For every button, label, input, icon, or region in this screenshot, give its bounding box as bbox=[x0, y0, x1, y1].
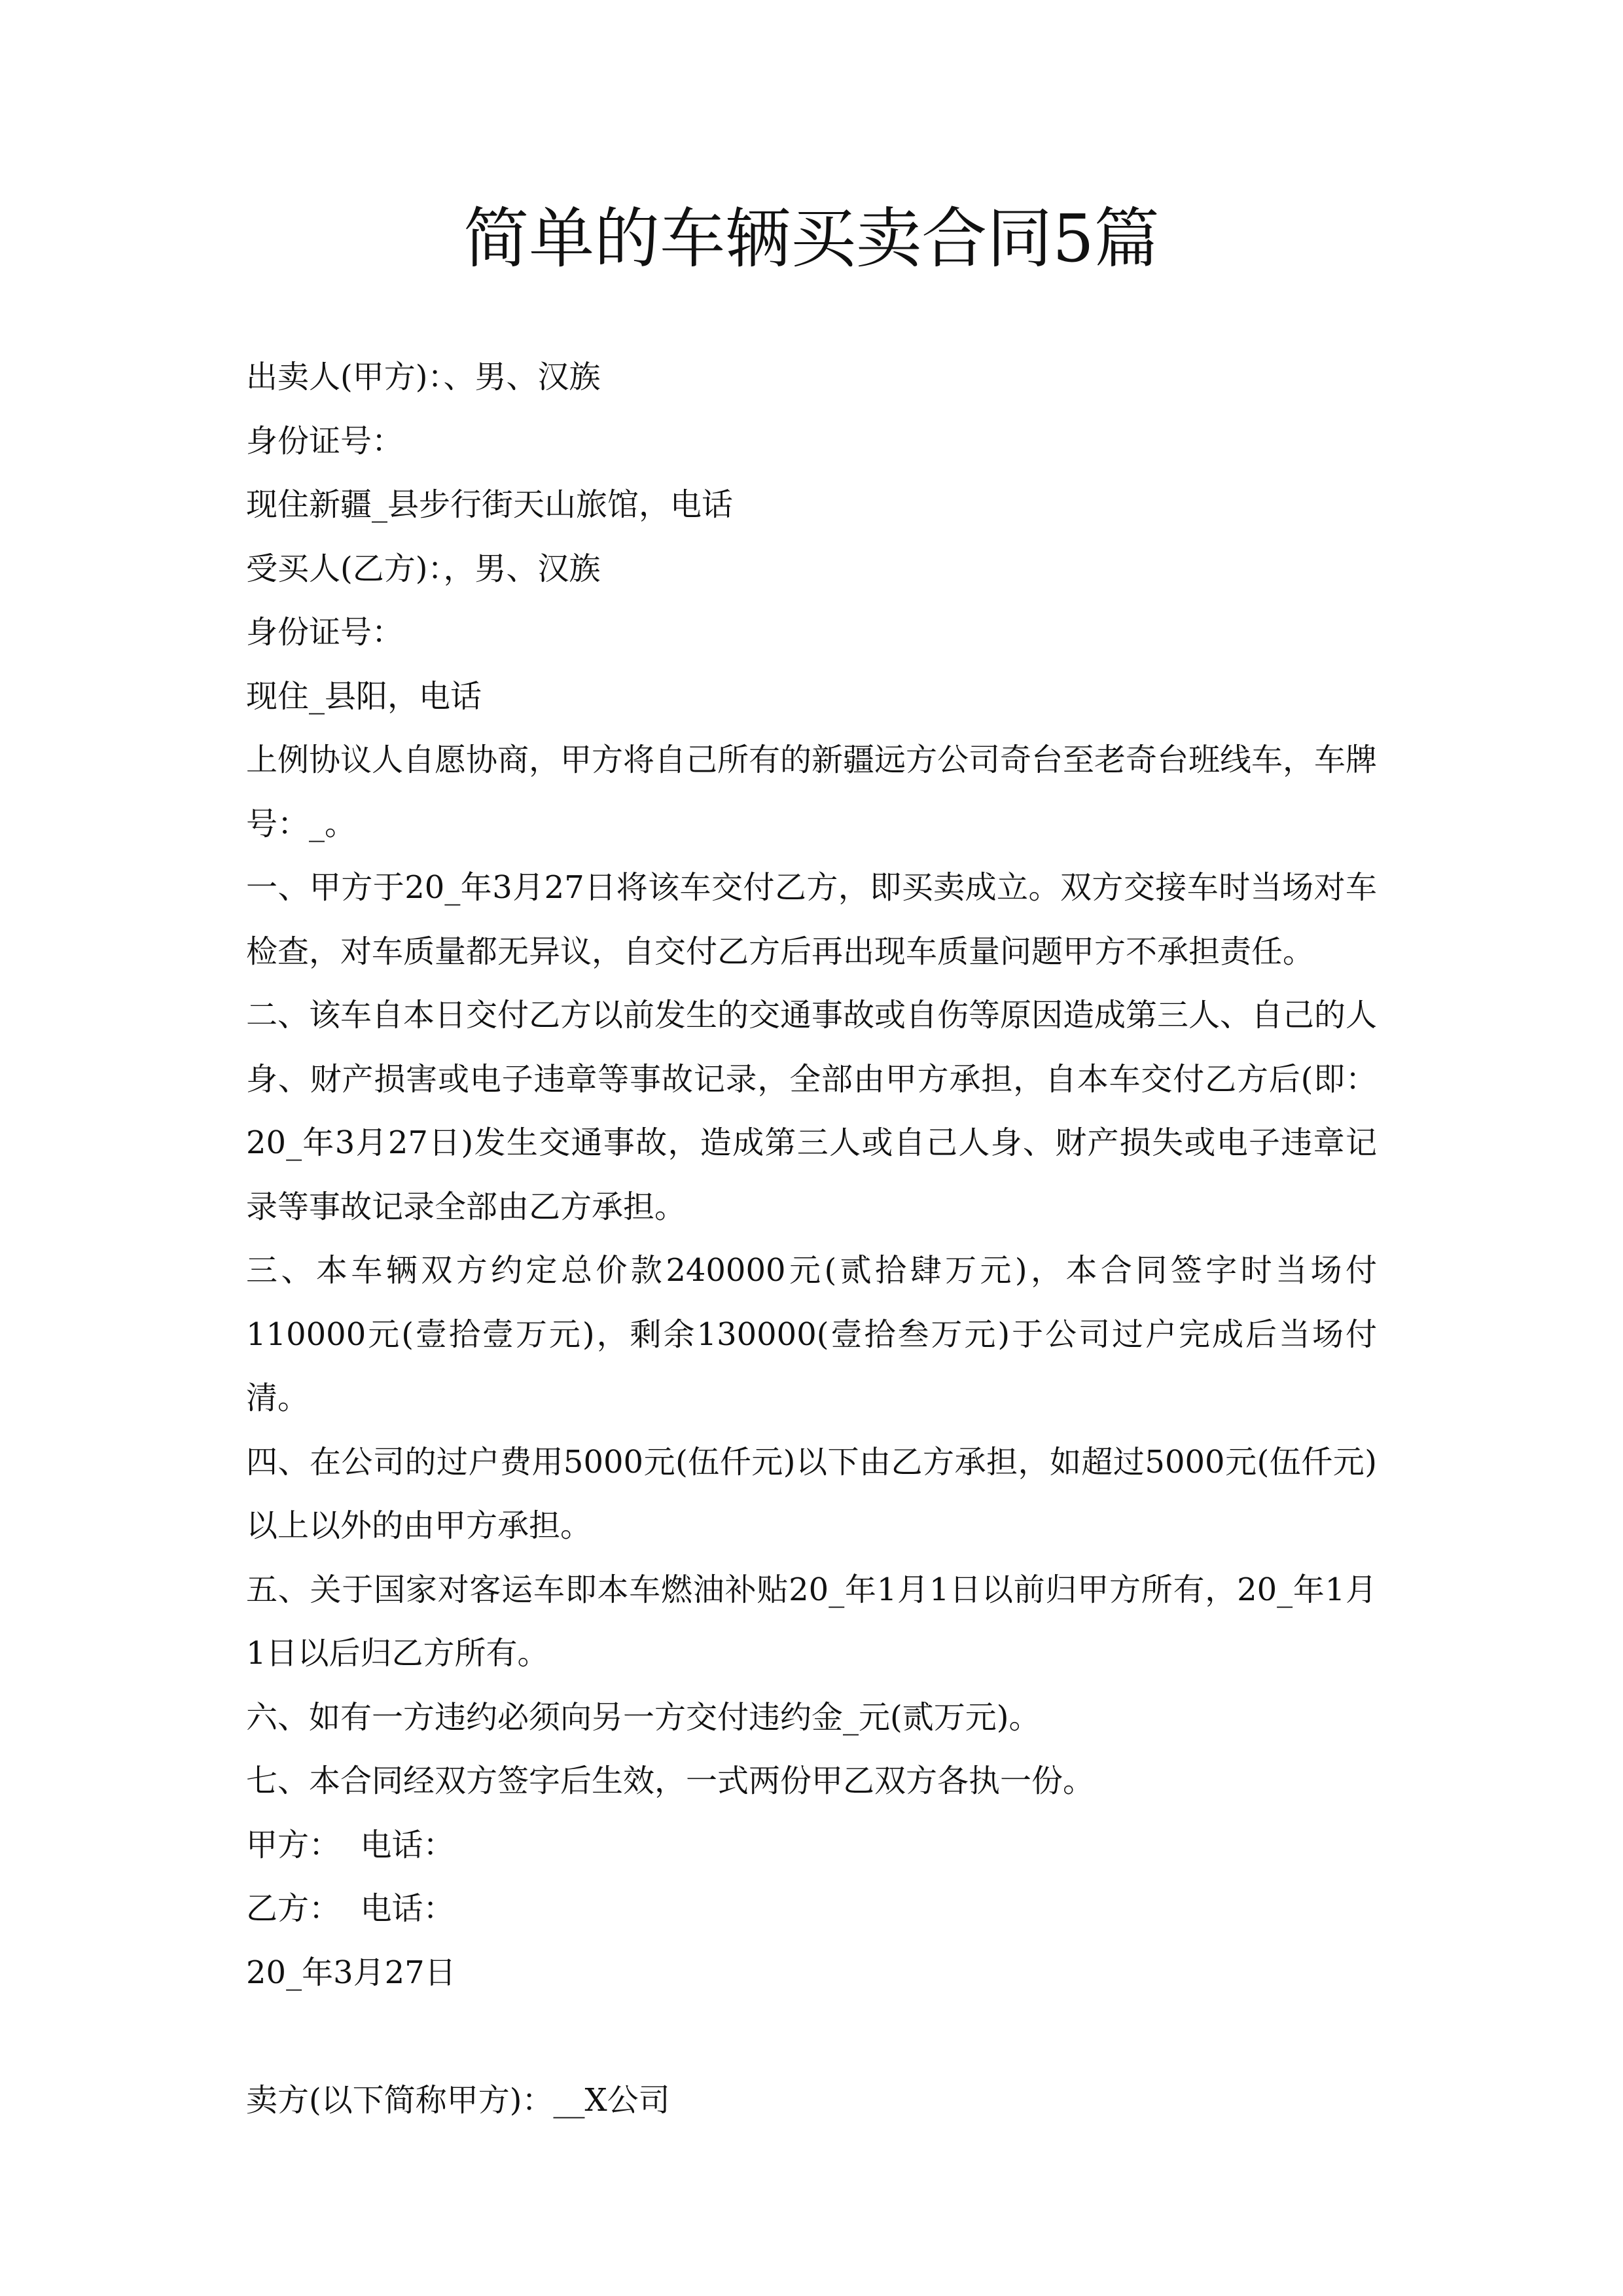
party-b-signature: 乙方： 电话： bbox=[246, 1890, 455, 1927]
clause-2: 二、该车自本日交付乙方以前发生的交通事故或自伤等原因造成第三人、自己的人身、财产损害或电子违章等事故记录，全部由甲方承担，自本车交付乙方后(即：20_年3月27日)发生交通事故，造成第三人或自己人身、财产损失或电子违章记录等事故记录全部由乙方承担。 bbox=[246, 997, 1378, 1225]
contract-date: 20_年3月27日 bbox=[246, 1954, 456, 1991]
document-title: 简单的车辆买卖合同5篇 bbox=[463, 200, 1160, 277]
clause-6: 六、如有一方违约必须向另一方交付违约金_元(贰万元)。 bbox=[246, 1698, 1041, 1736]
clause-5: 五、关于国家对客运车即本车燃油补贴20_年1月1日以前归甲方所有，20_年1月1日以后归乙方所有。 bbox=[246, 1571, 1377, 1672]
seller-id: 身份证号： bbox=[246, 422, 404, 459]
clause-3: 三、本车辆双方约定总价款240000元(贰拾肆万元)，本合同签字时当场付110000元(壹拾壹万元)，剩余130000(壹拾叁万元)于公司过户完成后当场付清。 bbox=[246, 1252, 1377, 1416]
preamble: 上例协议人自愿协商，甲方将自己所有的新疆远方公司奇台至老奇台班线车，车牌号：_。 bbox=[246, 742, 1378, 842]
second-contract-seller: 卖方(以下简称甲方)：__X公司 bbox=[246, 2081, 670, 2119]
clause-7: 七、本合同经双方签字后生效，一式两份甲乙双方各执一份。 bbox=[246, 1763, 1095, 1799]
clause-1: 一、甲方于20_年3月27日将该车交付乙方，即买卖成立。双方交接车时当场对车检查，对车质量都无异议，自交付乙方后再出现车质量问题甲方不承担责任。 bbox=[246, 869, 1377, 970]
buyer-address: 现住_县阳，电话 bbox=[246, 677, 482, 715]
spacer bbox=[246, 2005, 1377, 2069]
seller-info: 出卖人(甲方)：、男、汉族 bbox=[246, 359, 601, 395]
seller-address: 现住新疆_县步行街天山旅馆，电话 bbox=[246, 486, 734, 523]
document-body bbox=[246, 346, 1377, 2132]
buyer-info: 受买人(乙方)：，男、汉族 bbox=[246, 550, 601, 587]
party-a-signature: 甲方： 电话： bbox=[246, 1826, 455, 1863]
buyer-id: 身份证号： bbox=[246, 614, 404, 651]
clause-4: 四、在公司的过户费用5000元(伍仟元)以下由乙方承担，如超过5000元(伍仟元)以上以外的由甲方承担。 bbox=[246, 1443, 1377, 1544]
